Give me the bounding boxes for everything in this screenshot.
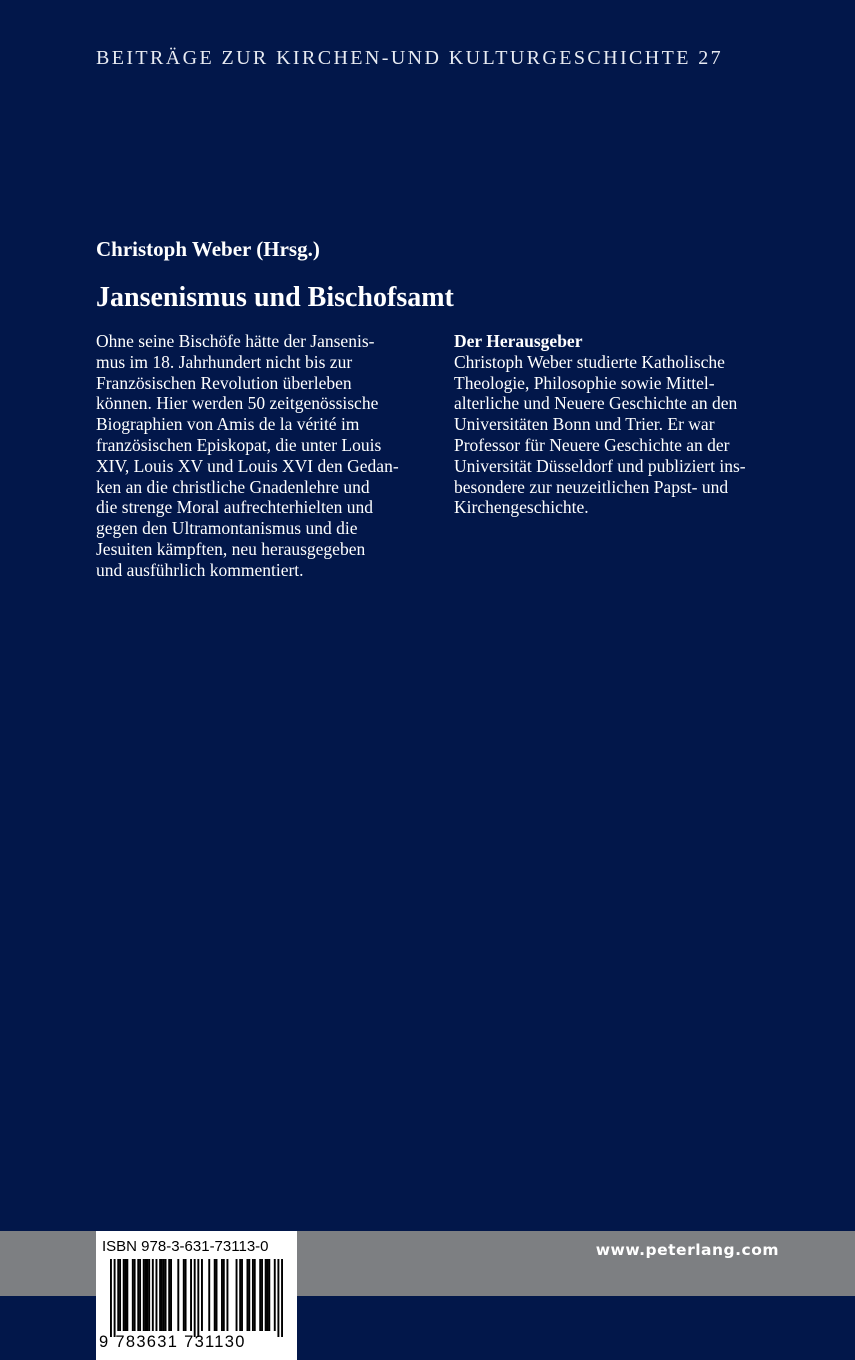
barcode-bar	[145, 1259, 147, 1331]
barcode-bar	[185, 1259, 187, 1331]
barcode-bar	[177, 1259, 179, 1331]
editor-bio-line: Theologie, Philosophie sowie Mittel-	[454, 372, 715, 393]
editor-bio-line: Christoph Weber studierte Katholische	[454, 351, 725, 372]
barcode-digits: 9 783631 731130	[99, 1333, 246, 1351]
description-line: Ohne seine Bischöfe hätte der Jansenis-	[96, 331, 375, 351]
description-line: gegen den Ultramontanismus und die	[96, 518, 358, 539]
barcode-bar	[277, 1259, 279, 1337]
series-title: BEITRÄGE ZUR KIRCHEN-UND KULTURGESCHICHTE 27	[96, 47, 724, 69]
barcode-bar	[156, 1259, 158, 1331]
barcode-bar	[168, 1259, 170, 1331]
barcode-bar	[248, 1259, 250, 1331]
editor-bio-line: besondere zur neuzeitlichen Papst- und	[454, 476, 729, 497]
editor-bio	[454, 331, 794, 518]
barcode-bar	[143, 1259, 145, 1331]
barcode-icon	[96, 1259, 297, 1339]
barcode-bar	[216, 1259, 218, 1331]
description-line: XIV, Louis XV und Louis XVI den Gedan-	[96, 455, 399, 476]
barcode-bar	[134, 1259, 136, 1331]
description-line: Biographien von Amis de la vérité im	[96, 414, 360, 435]
barcode-bar	[261, 1259, 263, 1331]
barcode-bar	[236, 1259, 238, 1331]
barcode-bar	[190, 1259, 192, 1331]
editor-bio-line: Universitäten Bonn und Trier. Er war	[454, 414, 715, 435]
barcode-bar	[201, 1259, 203, 1331]
description-line: und ausführlich kommentiert.	[96, 559, 304, 580]
barcode-bar	[146, 1259, 148, 1331]
barcode-bar	[214, 1259, 216, 1331]
description-line: Französischen Revolution überleben	[96, 372, 352, 393]
barcode-bar	[119, 1259, 121, 1331]
barcode-bar	[125, 1259, 127, 1331]
description-text	[96, 331, 426, 581]
isbn-label: ISBN 978-3-631-73113-0	[102, 1238, 269, 1255]
barcode-bar	[126, 1259, 128, 1331]
barcode-bar	[197, 1259, 199, 1337]
barcode-bar	[268, 1259, 270, 1331]
editor-name: Christoph Weber (Hrsg.)	[96, 237, 320, 261]
editor-bio-line: Universität Düsseldorf und publiziert ins-	[454, 455, 746, 476]
barcode-bar	[183, 1259, 185, 1331]
barcode-bar	[208, 1259, 210, 1331]
barcode-bar	[163, 1259, 165, 1331]
barcode-bar	[161, 1259, 163, 1331]
barcode-bar	[221, 1259, 223, 1331]
barcode-bar	[254, 1259, 256, 1331]
barcode-bar	[239, 1259, 241, 1331]
barcode-bar	[281, 1259, 283, 1337]
barcode-bar	[137, 1259, 139, 1331]
barcode-bar	[139, 1259, 141, 1331]
barcode-bar	[148, 1259, 150, 1331]
barcode-bar	[265, 1259, 267, 1331]
barcode-bar	[259, 1259, 261, 1331]
barcode-bar	[152, 1259, 154, 1331]
barcode-bar	[123, 1259, 125, 1331]
description-line: französischen Episkopat, die unter Louis	[96, 434, 382, 455]
barcode-bar	[223, 1259, 225, 1331]
description-line: können. Hier werden 50 zeitgenössische	[96, 393, 379, 414]
description-line: die strenge Moral aufrechterhielten und	[96, 497, 373, 518]
editor-bio-line: Professor für Neuere Geschichte an der	[454, 434, 730, 455]
barcode-bar	[159, 1259, 161, 1331]
barcode-bar	[132, 1259, 134, 1331]
book-title: Jansenismus und Bischofsamt	[96, 282, 454, 313]
publisher-website[interactable]: www.peterlang.com	[595, 1241, 779, 1259]
editor-bio-line: Kirchengeschichte.	[454, 497, 589, 518]
barcode-bar	[165, 1259, 167, 1331]
editor-bio-heading: Der Herausgeber	[454, 331, 583, 351]
description-line: ken an die christliche Gnadenlehre und	[96, 476, 370, 497]
barcode-box	[96, 1231, 297, 1360]
barcode-bar	[170, 1259, 172, 1331]
barcode-bar	[274, 1259, 276, 1331]
description-line: mus im 18. Jahrhundert nicht bis zur	[96, 351, 353, 372]
barcode-bar	[247, 1259, 249, 1331]
description-line: Jesuiten kämpften, neu herausgegeben	[96, 538, 366, 559]
barcode-bar	[110, 1259, 112, 1337]
barcode-bar	[241, 1259, 243, 1331]
editor-bio-line: alterliche und Neuere Geschichte an den	[454, 393, 738, 414]
barcode-bar	[267, 1259, 269, 1331]
barcode-bar	[114, 1259, 116, 1337]
barcode-bar	[252, 1259, 254, 1331]
barcode-bar	[226, 1259, 228, 1331]
barcode-bar	[117, 1259, 119, 1331]
barcode-bar	[194, 1259, 196, 1337]
